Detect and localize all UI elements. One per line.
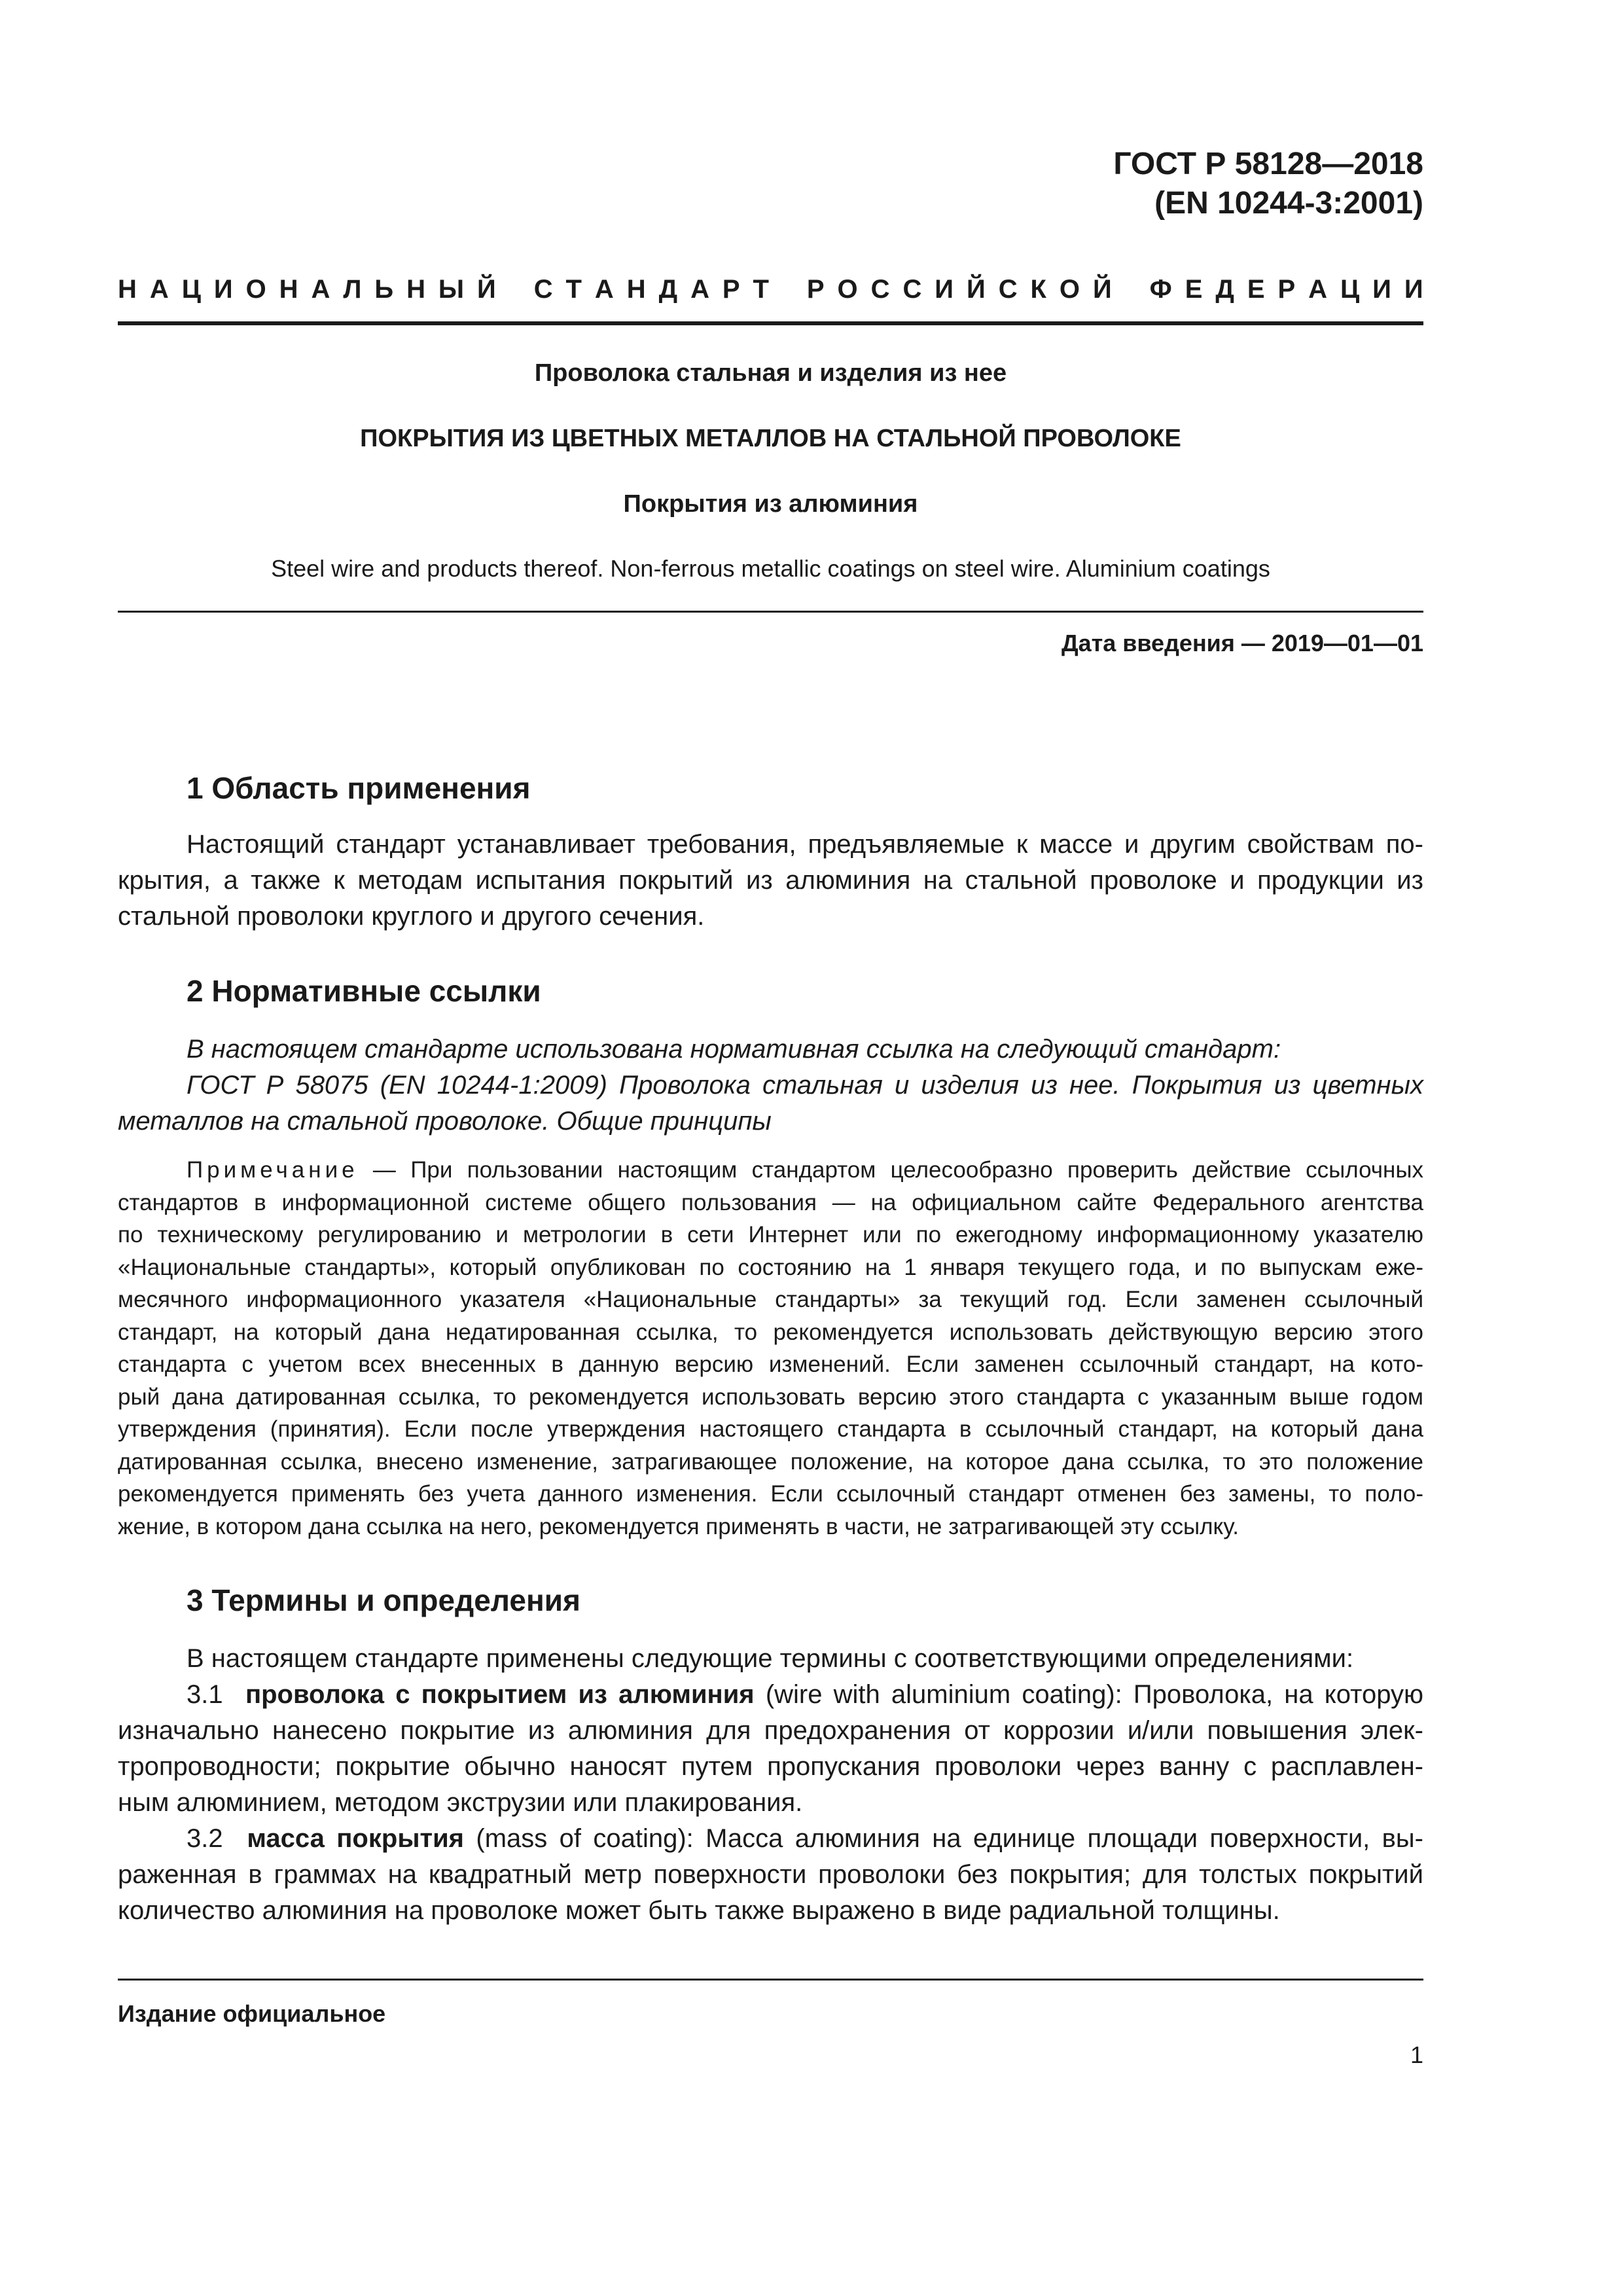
banner-letter: Р bbox=[1277, 275, 1296, 304]
banner-letter: Д bbox=[658, 275, 678, 304]
term-3-1-line: ным алюминием, методом экструзии или плакирования. bbox=[118, 1788, 803, 1817]
banner-letter: О bbox=[245, 275, 266, 304]
gost-code: ГОСТ Р 58128—2018 bbox=[1113, 147, 1423, 181]
banner-letter: Е bbox=[1185, 275, 1203, 304]
banner-letter: Ь bbox=[374, 275, 394, 304]
banner-letter: Р bbox=[806, 275, 825, 304]
section-2-line: В настоящем стандарте использована нормативная ссылка на следующий стандарт: bbox=[187, 1035, 1281, 1064]
banner-letter: Е bbox=[1247, 275, 1265, 304]
banner-space bbox=[1125, 273, 1137, 306]
note-line: по техническому регулированию и метрологии в сети Интернет или по ежегодному информационному указателю bbox=[118, 1222, 1423, 1247]
term-3-2-line: раженная в граммах на квадратный метр поверхности проволоки без покрытия; для толстых покрытий bbox=[118, 1860, 1423, 1889]
title-main: ПОКРЫТИЯ ИЗ ЦВЕТНЫХ МЕТАЛЛОВ НА СТАЛЬНОЙ ПРОВОЛОКЕ bbox=[360, 425, 1181, 452]
title-sub: Покрытия из алюминия bbox=[623, 490, 918, 518]
note-line: «Национальные стандарты», который опубликован по состоянию на 1 января текущего года, и по выпускам еже- bbox=[118, 1254, 1423, 1280]
banner-letter: И bbox=[1372, 275, 1391, 304]
banner-letter: Н bbox=[626, 275, 646, 304]
introduction-date: Дата введения — 2019—01—01 bbox=[1061, 630, 1423, 656]
term-3-1-line: тропроводности; покрытие обычно наносят путем пропускания проволоки через ванну с расплавлен- bbox=[118, 1752, 1423, 1781]
section-3-text bbox=[118, 1641, 1423, 1929]
page-number: 1 bbox=[1410, 2041, 1423, 2068]
section-1-heading: 1 Область применения bbox=[187, 771, 531, 805]
banner-letter: К bbox=[1030, 275, 1046, 304]
banner-letter: Р bbox=[722, 275, 740, 304]
banner-letter: Й bbox=[967, 275, 986, 304]
banner-letter: Й bbox=[1093, 275, 1112, 304]
banner-letter: И bbox=[1404, 275, 1423, 304]
banner-letter: А bbox=[690, 275, 709, 304]
banner-letter: С bbox=[998, 275, 1018, 304]
banner-letter: Н bbox=[118, 275, 137, 304]
header-rule bbox=[118, 321, 1423, 325]
section-1-text bbox=[118, 827, 1423, 935]
edition-label: Издание официальное bbox=[118, 2000, 386, 2027]
banner-letter: Н bbox=[279, 275, 298, 304]
note-line: Примечание — При пользовании настоящим стандартом целесообразно проверить действие ссылочных bbox=[187, 1157, 1423, 1183]
term-3-1: проволока с покрытием из алюминия bbox=[245, 1680, 755, 1709]
banner-letter: Т bbox=[565, 275, 582, 304]
banner-letter: И bbox=[213, 275, 233, 304]
title-english: Steel wire and products thereof. Non-ferrous metallic coatings on steel wire. Aluminium coatings bbox=[271, 555, 1270, 582]
section-1-line: стальной проволоки круглого и другого сечения. bbox=[118, 902, 705, 931]
note-label: Примечание bbox=[187, 1157, 359, 1183]
section-3-heading: 3 Термины и определения bbox=[187, 1583, 580, 1617]
section-2-line: металлов на стальной проволоке. Общие принципы bbox=[118, 1107, 772, 1136]
banner-letter: Ц bbox=[1340, 275, 1360, 304]
en-code: (EN 10244-3:2001) bbox=[1154, 186, 1423, 221]
footer-rule bbox=[118, 1979, 1423, 1981]
section-2-note bbox=[118, 1154, 1423, 1543]
note-line: датированная ссылка, внесено изменение, затрагивающее положение, на которое дана ссылка, то это положение bbox=[118, 1448, 1423, 1475]
note-line: рекомендуется применять без учета данного изменения. Если ссылочный стандарт отменен без замены, то поло- bbox=[118, 1481, 1423, 1507]
section-1-line: крытия, а также к методам испытания покрытий из алюминия на стальной проволоке и продукции из bbox=[118, 866, 1423, 895]
banner-letter: А bbox=[311, 275, 330, 304]
term-3-1-line: 3.1 проволока с покрытием из алюминия (wire with aluminium coating): Проволока, на которую bbox=[187, 1680, 1423, 1709]
title-rule bbox=[118, 611, 1423, 613]
banner-letter: Т bbox=[753, 275, 769, 304]
banner-letter: А bbox=[1308, 275, 1328, 304]
note-line: стандарта с учетом всех внесенных в данную версию изменений. Если заменен ссылочный стандарт, на кото- bbox=[118, 1352, 1423, 1377]
banner-letter: С bbox=[533, 275, 553, 304]
section-2-line: ГОСТ Р 58075 (EN 10244-1:2009) Проволока стальная и изделия из нее. Покрытия из цветных bbox=[187, 1071, 1423, 1100]
section-3-intro: В настоящем стандарте применены следующие термины с соответствующими определениями: bbox=[187, 1644, 1354, 1673]
banner-letter: Н bbox=[406, 275, 425, 304]
banner-letter: А bbox=[594, 275, 614, 304]
banner-letter: С bbox=[870, 275, 890, 304]
banner-letter: Й bbox=[477, 275, 496, 304]
banner-letter: Ы bbox=[438, 275, 465, 304]
note-line: месячного информационного указателя «Национальные стандарты» за текущий год. Если заменен ссылочный bbox=[118, 1287, 1423, 1312]
note-line: жение, в котором дана ссылка на него, рекомендуется применять в части, не затрагивающей эту ссылку. bbox=[118, 1513, 1239, 1539]
banner-letter: Д bbox=[1215, 275, 1234, 304]
section-2-heading: 2 Нормативные ссылки bbox=[187, 974, 541, 1008]
banner-space bbox=[509, 273, 521, 306]
banner-letter: Л bbox=[343, 275, 362, 304]
banner-letter: Ф bbox=[1149, 275, 1172, 304]
title-group: Проволока стальная и изделия из нее bbox=[534, 359, 1007, 387]
section-2-text bbox=[118, 1031, 1423, 1139]
note-line: стандарт, на который дана недатированная ссылка, то рекомендуется использовать действующую версию этого bbox=[118, 1319, 1423, 1345]
banner-letter: А bbox=[149, 275, 169, 304]
banner-letter: О bbox=[837, 275, 858, 304]
banner-letter: О bbox=[1059, 275, 1080, 304]
note-line: стандартов в информационной системе общего пользования — на официальном сайте Федерального агентства bbox=[118, 1189, 1423, 1215]
term-3-2-line: количество алюминия на проволоке может быть также выражено в виде радиальной толщины. bbox=[118, 1896, 1280, 1925]
term-3-1-line: изначально нанесено покрытие из алюминия для предохранения от коррозии и/или повышения элек- bbox=[118, 1716, 1423, 1745]
note-line: утверждения (принятия). Если после утверждения настоящего стандарта в ссылочный стандарт, на который дана bbox=[118, 1416, 1423, 1442]
term-3-2: масса покрытия bbox=[247, 1824, 464, 1853]
note-line: рый дана датированная ссылка, то рекомендуется использовать версию этого стандарта с указанным выше годом bbox=[118, 1384, 1423, 1410]
banner-space bbox=[782, 273, 794, 306]
banner-letter: С bbox=[902, 275, 922, 304]
term-3-2-line: 3.2 масса покрытия (mass of coating): Масса алюминия на единице площади поверхности, вы- bbox=[187, 1824, 1423, 1853]
banner-letter: И bbox=[935, 275, 954, 304]
banner-letter: Ц bbox=[181, 275, 201, 304]
section-1-line: Настоящий стандарт устанавливает требования, предъявляемые к массе и другим свойствам по- bbox=[187, 830, 1423, 859]
national-standard-banner bbox=[118, 273, 1423, 306]
